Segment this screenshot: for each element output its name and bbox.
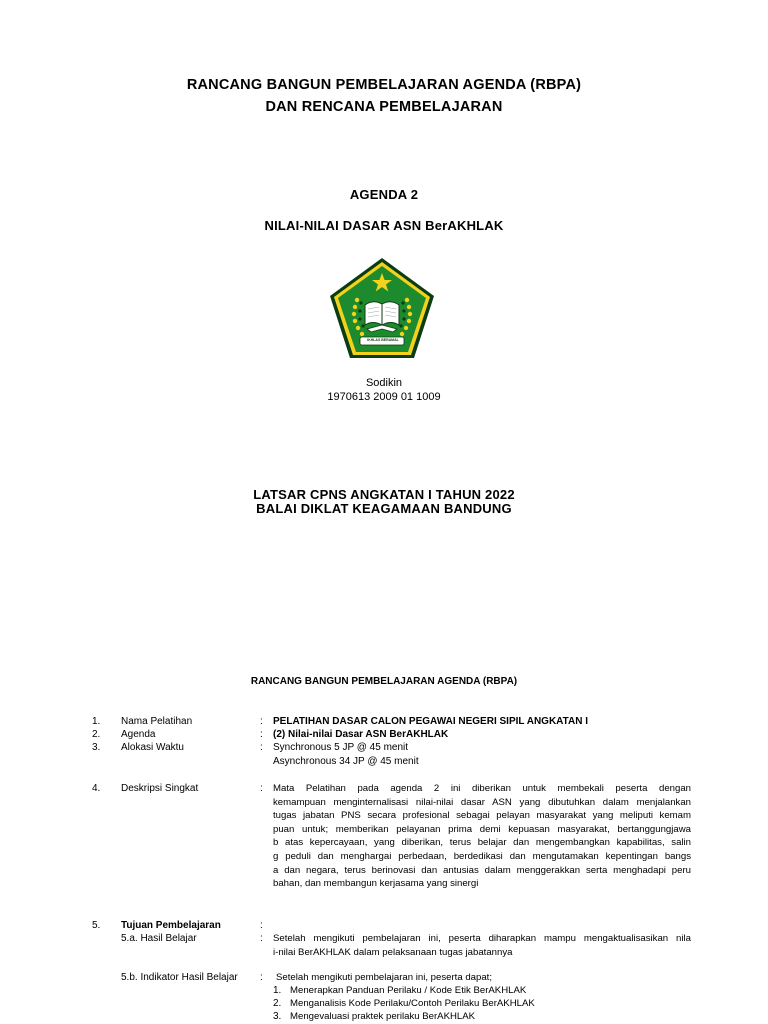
hasil-line: Setelah mengikuti pembelajaran ini, peserta diharapkan mampu mengaktualisasikan nila xyxy=(273,933,691,944)
hasil-belajar-label: 5.a. Hasil Belajar xyxy=(121,933,197,944)
list-item-text: Menerapkan Panduan Perilaku / Kode Etik BerAKHLAK xyxy=(290,985,527,996)
row-number: 5. xyxy=(92,920,101,931)
deskripsi-line: puan untuk; memberikan pelayanan prima demi kepuasan masyarakat, bertanggungjawa xyxy=(273,823,691,835)
row-value-secondary: Asynchronous 34 JP @ 45 menit xyxy=(273,756,419,767)
row-colon: : xyxy=(260,783,263,794)
doc-title-line2: DAN RENCANA PEMBELAJARAN xyxy=(265,99,503,115)
row-value: PELATIHAN DASAR CALON PEGAWAI NEGERI SIPIL ANGKATAN I xyxy=(273,716,589,727)
section-heading: RANCANG BANGUN PEMBELAJARAN AGENDA (RBPA) xyxy=(250,676,518,687)
agenda-title: AGENDA 2 xyxy=(349,187,419,202)
list-item-text: Mengevaluasi praktek perilaku BerAKHLAK xyxy=(290,1011,476,1022)
deskripsi-line: b atas kepercayaan, yang diberikan, terus belajar dan mengembangkan kapabilitas, salin xyxy=(273,837,691,849)
doc-title-line1: RANCANG BANGUN PEMBELAJARAN AGENDA (RBPA) xyxy=(186,77,582,93)
row-colon: : xyxy=(260,729,263,740)
row-number: 2. xyxy=(92,729,101,740)
list-item-number: 3. xyxy=(273,1011,282,1022)
row-label: Tujuan Pembelajaran xyxy=(121,920,221,931)
hasil-belajar-text xyxy=(273,932,691,959)
row-label: Agenda xyxy=(121,729,156,740)
deskripsi-line: g peduli dan menghargai perbedaan, berdedikasi dan mengutamakan kepentingan bangs xyxy=(273,850,691,862)
emblem-banner-text: IKHLAS BERAMAL xyxy=(367,338,399,342)
row-label: Deskripsi Singkat xyxy=(121,783,199,794)
list-item-number: 2. xyxy=(273,998,282,1009)
indikator-label: 5.b. Indikator Hasil Belajar xyxy=(121,972,238,983)
row-colon: : xyxy=(260,933,263,944)
institution-line1: LATSAR CPNS ANGKATAN I TAHUN 2022 xyxy=(253,487,515,502)
deskripsi-line: tugas jabatan PNS secara profesional sebagai pelayan masyarakat yang meliputi kemam xyxy=(273,810,691,822)
row-label: Alokasi Waktu xyxy=(121,742,184,753)
row-number: 4. xyxy=(92,783,101,794)
row-colon: : xyxy=(260,742,263,753)
deskripsi-line: a dan negara, terus berinovasi dan antusias dalam menggerakkan serta menghadapi peru xyxy=(273,864,691,876)
row-number: 1. xyxy=(92,716,101,727)
hasil-line: i-nilai BerAKHLAK dalam pelaksanaan tugas jabatannya xyxy=(273,946,513,958)
row-label: Nama Pelatihan xyxy=(121,716,193,727)
agenda-subtitle: NILAI-NILAI DASAR ASN BerAKHLAK xyxy=(264,218,504,233)
indikator-intro: Setelah mengikuti pembelajaran ini, peserta dapat; xyxy=(276,972,492,983)
row-value: (2) Nilai-nilai Dasar ASN BerAKHLAK xyxy=(273,729,449,740)
institution-line2: BALAI DIKLAT KEAGAMAAN BANDUNG xyxy=(256,501,512,516)
row-colon: : xyxy=(260,716,263,727)
row-colon: : xyxy=(260,972,263,983)
kemenag-emblem-icon xyxy=(327,255,437,363)
list-item-number: 1. xyxy=(273,985,282,996)
deskripsi-text xyxy=(273,782,691,891)
deskripsi-line: bahan, dan membangun kerjasama yang sinergi xyxy=(273,878,479,890)
author-name: Sodikin xyxy=(365,377,403,389)
author-nip: 1970613 2009 01 1009 xyxy=(327,391,441,403)
list-item-text: Menganalisis Kode Perilaku/Contoh Perilaku BerAKHLAK xyxy=(290,998,535,1009)
deskripsi-line: kemampuan menginternalisasi nilai-nilai dasar ASN yang dibutuhkan dalam menjalankan xyxy=(273,796,691,808)
row-colon: : xyxy=(260,920,263,931)
deskripsi-line: Mata Pelatihan pada agenda 2 ini diberikan untuk membekali peserta dengan xyxy=(273,783,691,794)
row-number: 3. xyxy=(92,742,101,753)
row-value: Synchronous 5 JP @ 45 menit xyxy=(273,742,409,753)
